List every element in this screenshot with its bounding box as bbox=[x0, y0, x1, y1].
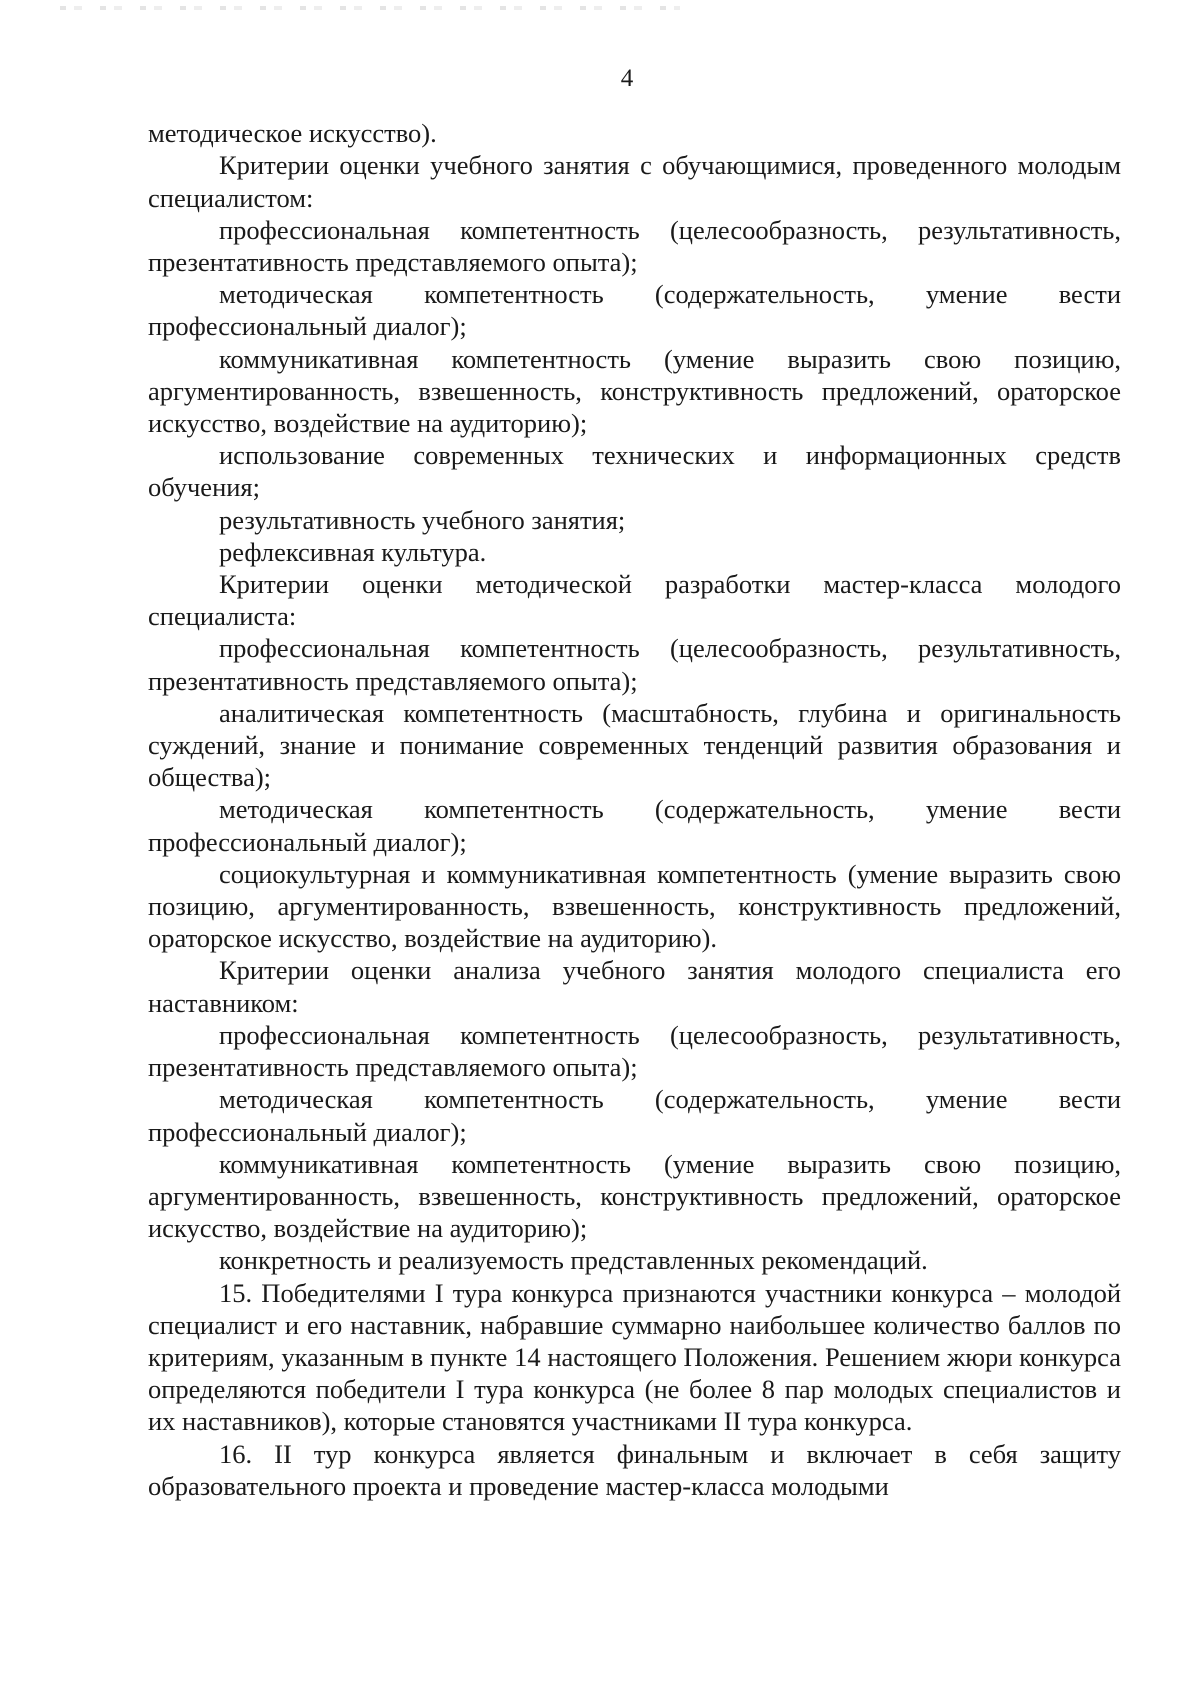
criterion-item: профессиональная компетентность (целесообразность, результативность, презентативность представляемого опыта); bbox=[148, 633, 1121, 696]
criterion-item: конкретность и реализуемость представленных рекомендаций. bbox=[219, 1245, 928, 1276]
criterion-item: коммуникативная компетентность (умение выразить свою позицию, аргументированность, взвешенность, конструктивность предложений, ораторское искусство, воздействие на аудиторию); bbox=[148, 343, 1121, 439]
numbered-paragraph: 16. II тур конкурса является финальным и включает в себя защиту образовательного проекта и проведение мастер-класса молодыми bbox=[148, 1438, 1121, 1501]
paragraph: методическое искусство). bbox=[148, 118, 437, 149]
document-page bbox=[148, 63, 1121, 1502]
criterion-item: результативность учебного занятия; bbox=[219, 504, 626, 535]
criterion-item: коммуникативная компетентность (умение выразить свою позицию, аргументированность, взвешенность, конструктивность предложений, ораторское искусство, воздействие на аудиторию); bbox=[148, 1148, 1121, 1244]
criterion-item: профессиональная компетентность (целесообразность, результативность, презентативность представляемого опыта); bbox=[148, 1019, 1121, 1083]
paragraph-heading: Критерии оценки методической разработки мастер-класса молодого специалиста: bbox=[148, 569, 1121, 632]
criterion-item: методическая компетентность (содержательность, умение вести профессиональный диалог); bbox=[148, 279, 1121, 342]
criterion-item: рефлексивная культура. bbox=[219, 536, 487, 567]
paragraph-heading: Критерии оценки анализа учебного занятия молодого специалиста его наставником: bbox=[148, 955, 1121, 1018]
scan-artifact bbox=[60, 6, 680, 10]
criterion-item: аналитическая компетентность (масштабность, глубина и оригинальность суждений, знание и понимание современных тенденций развития образования и общества); bbox=[148, 697, 1121, 793]
criterion-item: методическая компетентность (содержательность, умение вести профессиональный диалог); bbox=[148, 794, 1121, 857]
criterion-item: использование современных технических и информационных средств обучения; bbox=[148, 440, 1121, 503]
criterion-item: социокультурная и коммуникативная компетентность (умение выразить свою позицию, аргументированность, взвешенность, конструктивность предложений, ораторское искусство, воздействие на аудиторию). bbox=[148, 858, 1121, 954]
criterion-item: профессиональная компетентность (целесообразность, результативность, презентативность представляемого опыта); bbox=[148, 214, 1121, 278]
criterion-item: методическая компетентность (содержательность, умение вести профессиональный диалог); bbox=[148, 1084, 1121, 1147]
page-number: 4 bbox=[620, 65, 634, 92]
numbered-paragraph: 15. Победителями I тура конкурса признаются участники конкурса – молодой специалист и его наставник, набравшие суммарно наибольшее количество баллов по критериям, указанным в пункте 14 настоящего Положения. Решением жюри конкурса определяются победители I тура конкурса (не более 8 пар молодых специалистов и их наставников), которые становятся участниками II тура конкурса. bbox=[148, 1277, 1121, 1437]
paragraph-heading: Критерии оценки учебного занятия с обучающимися, проведенного молодым специалистом: bbox=[148, 150, 1121, 213]
